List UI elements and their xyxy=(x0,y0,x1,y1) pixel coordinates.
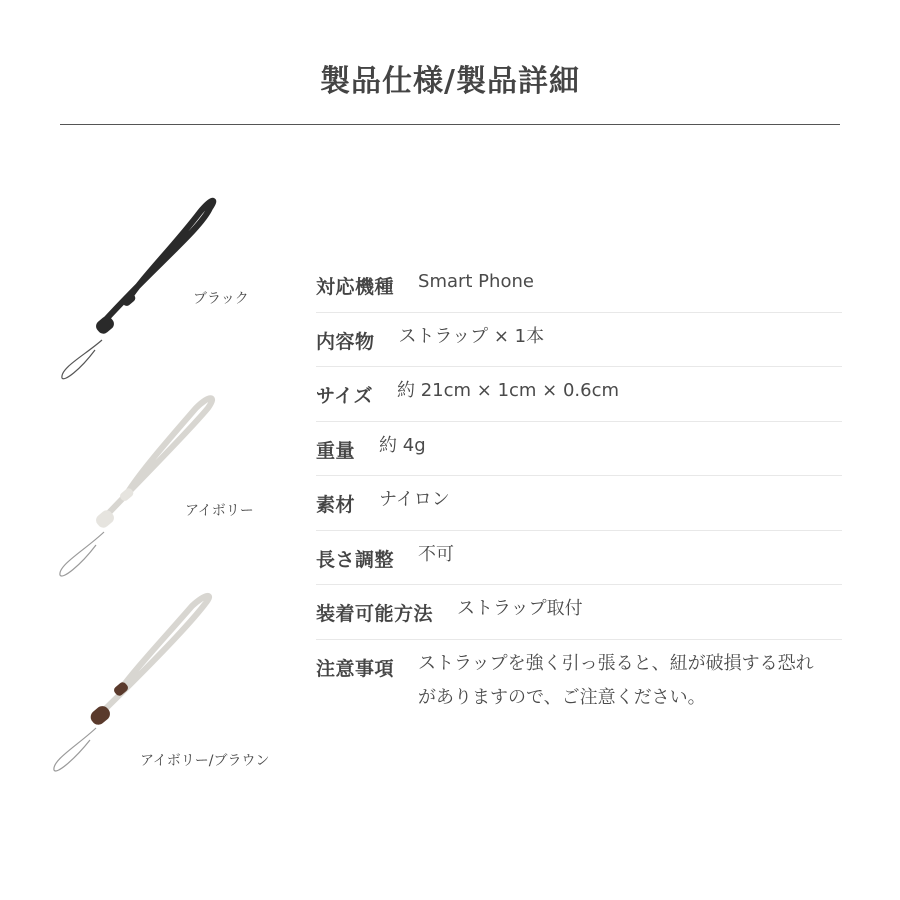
spec-label: 重量 xyxy=(316,439,356,462)
strap-label-black: ブラック xyxy=(193,291,249,307)
strap-image-ivory-brown xyxy=(54,596,209,771)
spec-value: 不可 xyxy=(418,543,455,565)
spec-row-caution xyxy=(316,640,842,715)
spec-value: 約 4g xyxy=(379,434,426,456)
spec-label: 注意事項 xyxy=(316,657,395,680)
strap-image-ivory xyxy=(60,398,212,576)
strap-label-ivory: アイボリー xyxy=(185,503,254,519)
spec-label: 素材 xyxy=(316,494,356,516)
spec-label: 装着可能方法 xyxy=(316,603,434,625)
spec-row-attachment xyxy=(316,585,842,640)
strap-color-variants xyxy=(40,190,300,790)
spec-row-material xyxy=(316,476,842,531)
spec-label: サイズ xyxy=(316,385,373,407)
spec-row-contents xyxy=(316,313,842,368)
title-divider xyxy=(60,124,840,125)
spec-label: 長さ調整 xyxy=(316,548,395,571)
spec-value: ナイロン xyxy=(379,489,450,510)
spec-value: ストラップ取付 xyxy=(457,598,583,619)
strap-label-ivory-brown: アイボリー/ブラウン xyxy=(140,753,270,769)
spec-value: Smart Phone xyxy=(418,271,534,292)
spec-value: ストラップ × 1本 xyxy=(398,325,545,347)
spec-table xyxy=(316,258,842,715)
page-title: 製品仕様/製品詳細 xyxy=(320,64,580,99)
spec-row-compatible xyxy=(316,258,842,313)
spec-value: ストラップを強く引っ張ると、紐が破損する恐れがありますので、ご注意ください。 xyxy=(418,652,814,708)
strap-image-black xyxy=(62,201,213,379)
spec-row-length-adjust xyxy=(316,531,842,586)
strap-illustrations xyxy=(40,190,300,790)
spec-row-weight xyxy=(316,422,842,477)
spec-label: 内容物 xyxy=(316,330,375,353)
spec-value: 約 21cm × 1cm × 0.6cm xyxy=(396,380,620,401)
spec-label: 対応機種 xyxy=(316,276,395,298)
spec-row-size xyxy=(316,367,842,422)
